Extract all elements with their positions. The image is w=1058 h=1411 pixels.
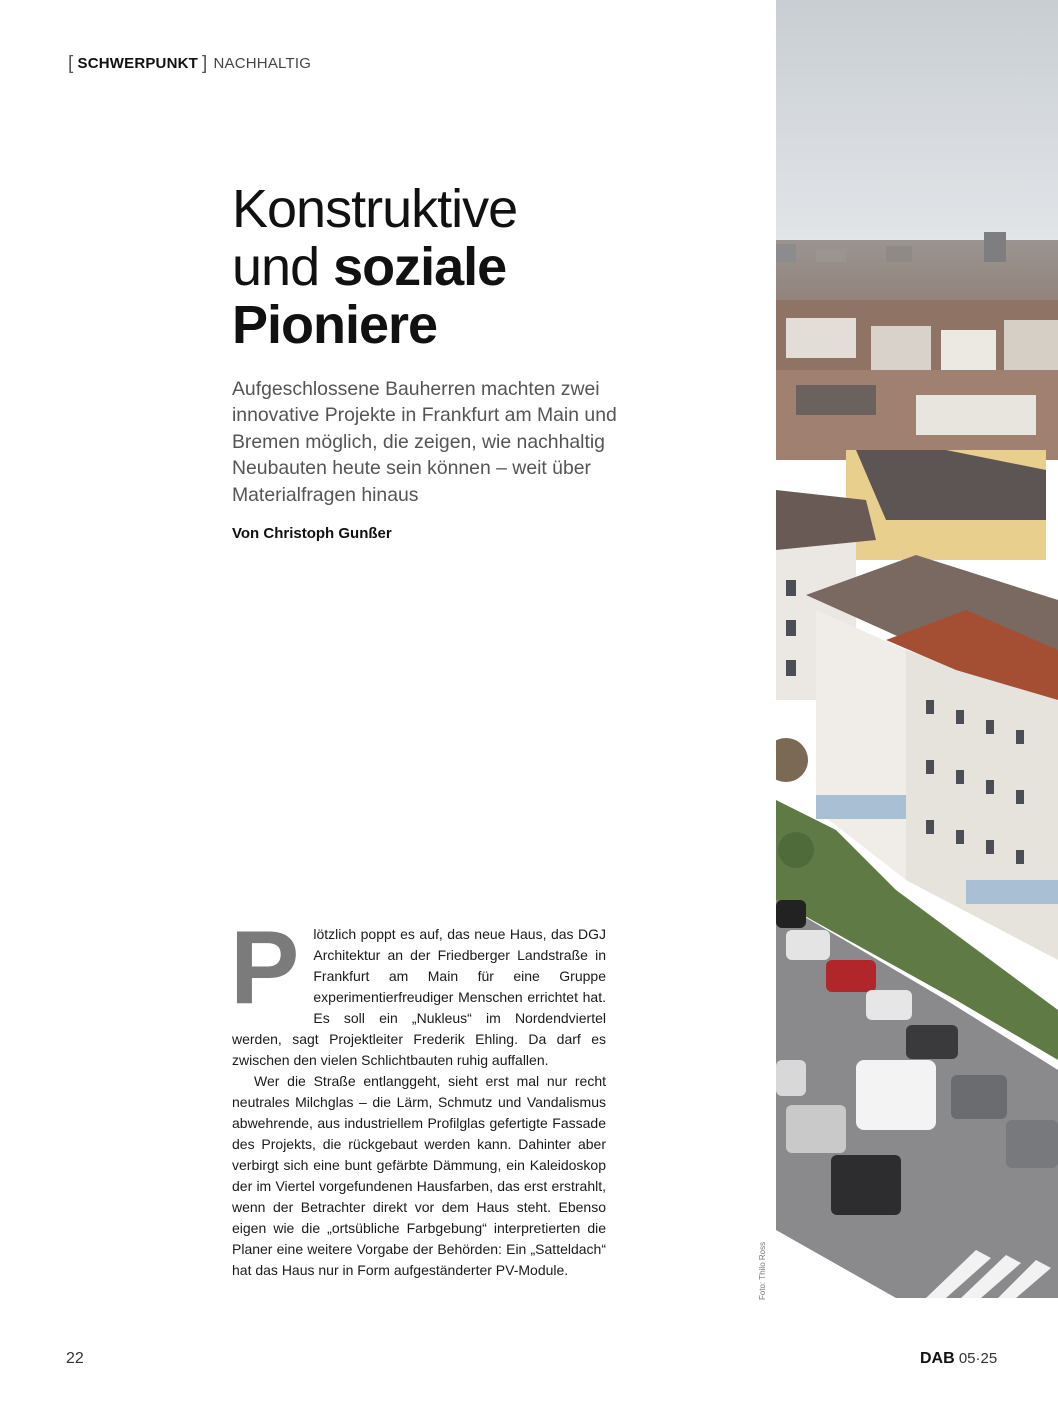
subsection-label: NACHHALTIG bbox=[213, 55, 312, 72]
body-paragraph-1 bbox=[230, 910, 606, 1071]
drop-cap: P bbox=[230, 910, 300, 1026]
issue-number: 05·25 bbox=[958, 1350, 998, 1367]
article-title bbox=[232, 180, 517, 354]
aerial-city-photo bbox=[776, 0, 1058, 1298]
section-header bbox=[68, 54, 311, 73]
byline: Von Christoph Gunßer bbox=[232, 525, 392, 542]
bracket-close: ] bbox=[202, 53, 208, 74]
photo-credit: Foto: Thilo Ross bbox=[758, 1241, 767, 1300]
article-body bbox=[230, 910, 606, 1281]
section-label: SCHWERPUNKT bbox=[77, 55, 199, 72]
magazine-logo: DAB bbox=[920, 1350, 955, 1367]
title-line-2-bold: soziale bbox=[333, 237, 507, 297]
title-line-3: Pioniere bbox=[232, 295, 438, 355]
magazine-footer bbox=[920, 1350, 997, 1368]
article-lead: Aufgeschlossene Bauherren machten zwei innovative Projekte in Frankfurt am Main und Bremen möglich, die zeigen, wie nachhaltig Neubauten heute sein können – weit über Materialfragen hinaus bbox=[232, 378, 617, 506]
body-paragraph-1-text: lötzlich poppt es auf, das neue Haus, das DGJ Architektur an der Friedberger Landstraße in Frankfurt am Main für eine Gruppe experimentierfreudiger Menschen errichtet hat. Es soll ein „Nukleus“ im Nordendviertel werden, sagt Projektleiter Frederik Ehling. Da darf es zwischen den vielen Schlichtbauten ruhig auffallen. bbox=[232, 926, 606, 1068]
title-line-1: Konstruktive bbox=[232, 179, 518, 239]
bracket-open: [ bbox=[68, 53, 74, 74]
page-number: 22 bbox=[66, 1350, 84, 1367]
body-paragraph-2: Wer die Straße entlanggeht, sieht erst mal nur recht neutrales Milchglas – die Lärm, Schmutz und Vandalismus abwehrende, aus industriellem Profilglas gefertigte Fassade des Projekts, die rückgebaut werden kann. Dahinter aber verbirgt sich eine bunt gefärbte Dämmung, ein Kaleidoskop der im Viertel vorgefundenen Hausfarben, das erst erstrahlt, wenn der Betrachter direkt vor dem Haus steht. Ebenso eigen wie die „ortsübliche Farbgebung“ interpretierten die Planer eine weitere Vorgabe der Behörden: Ein „Satteldach“ hat das Haus nur in Form aufgeständerter PV-Module. bbox=[232, 1073, 606, 1278]
title-line-2-light: und bbox=[232, 237, 320, 297]
